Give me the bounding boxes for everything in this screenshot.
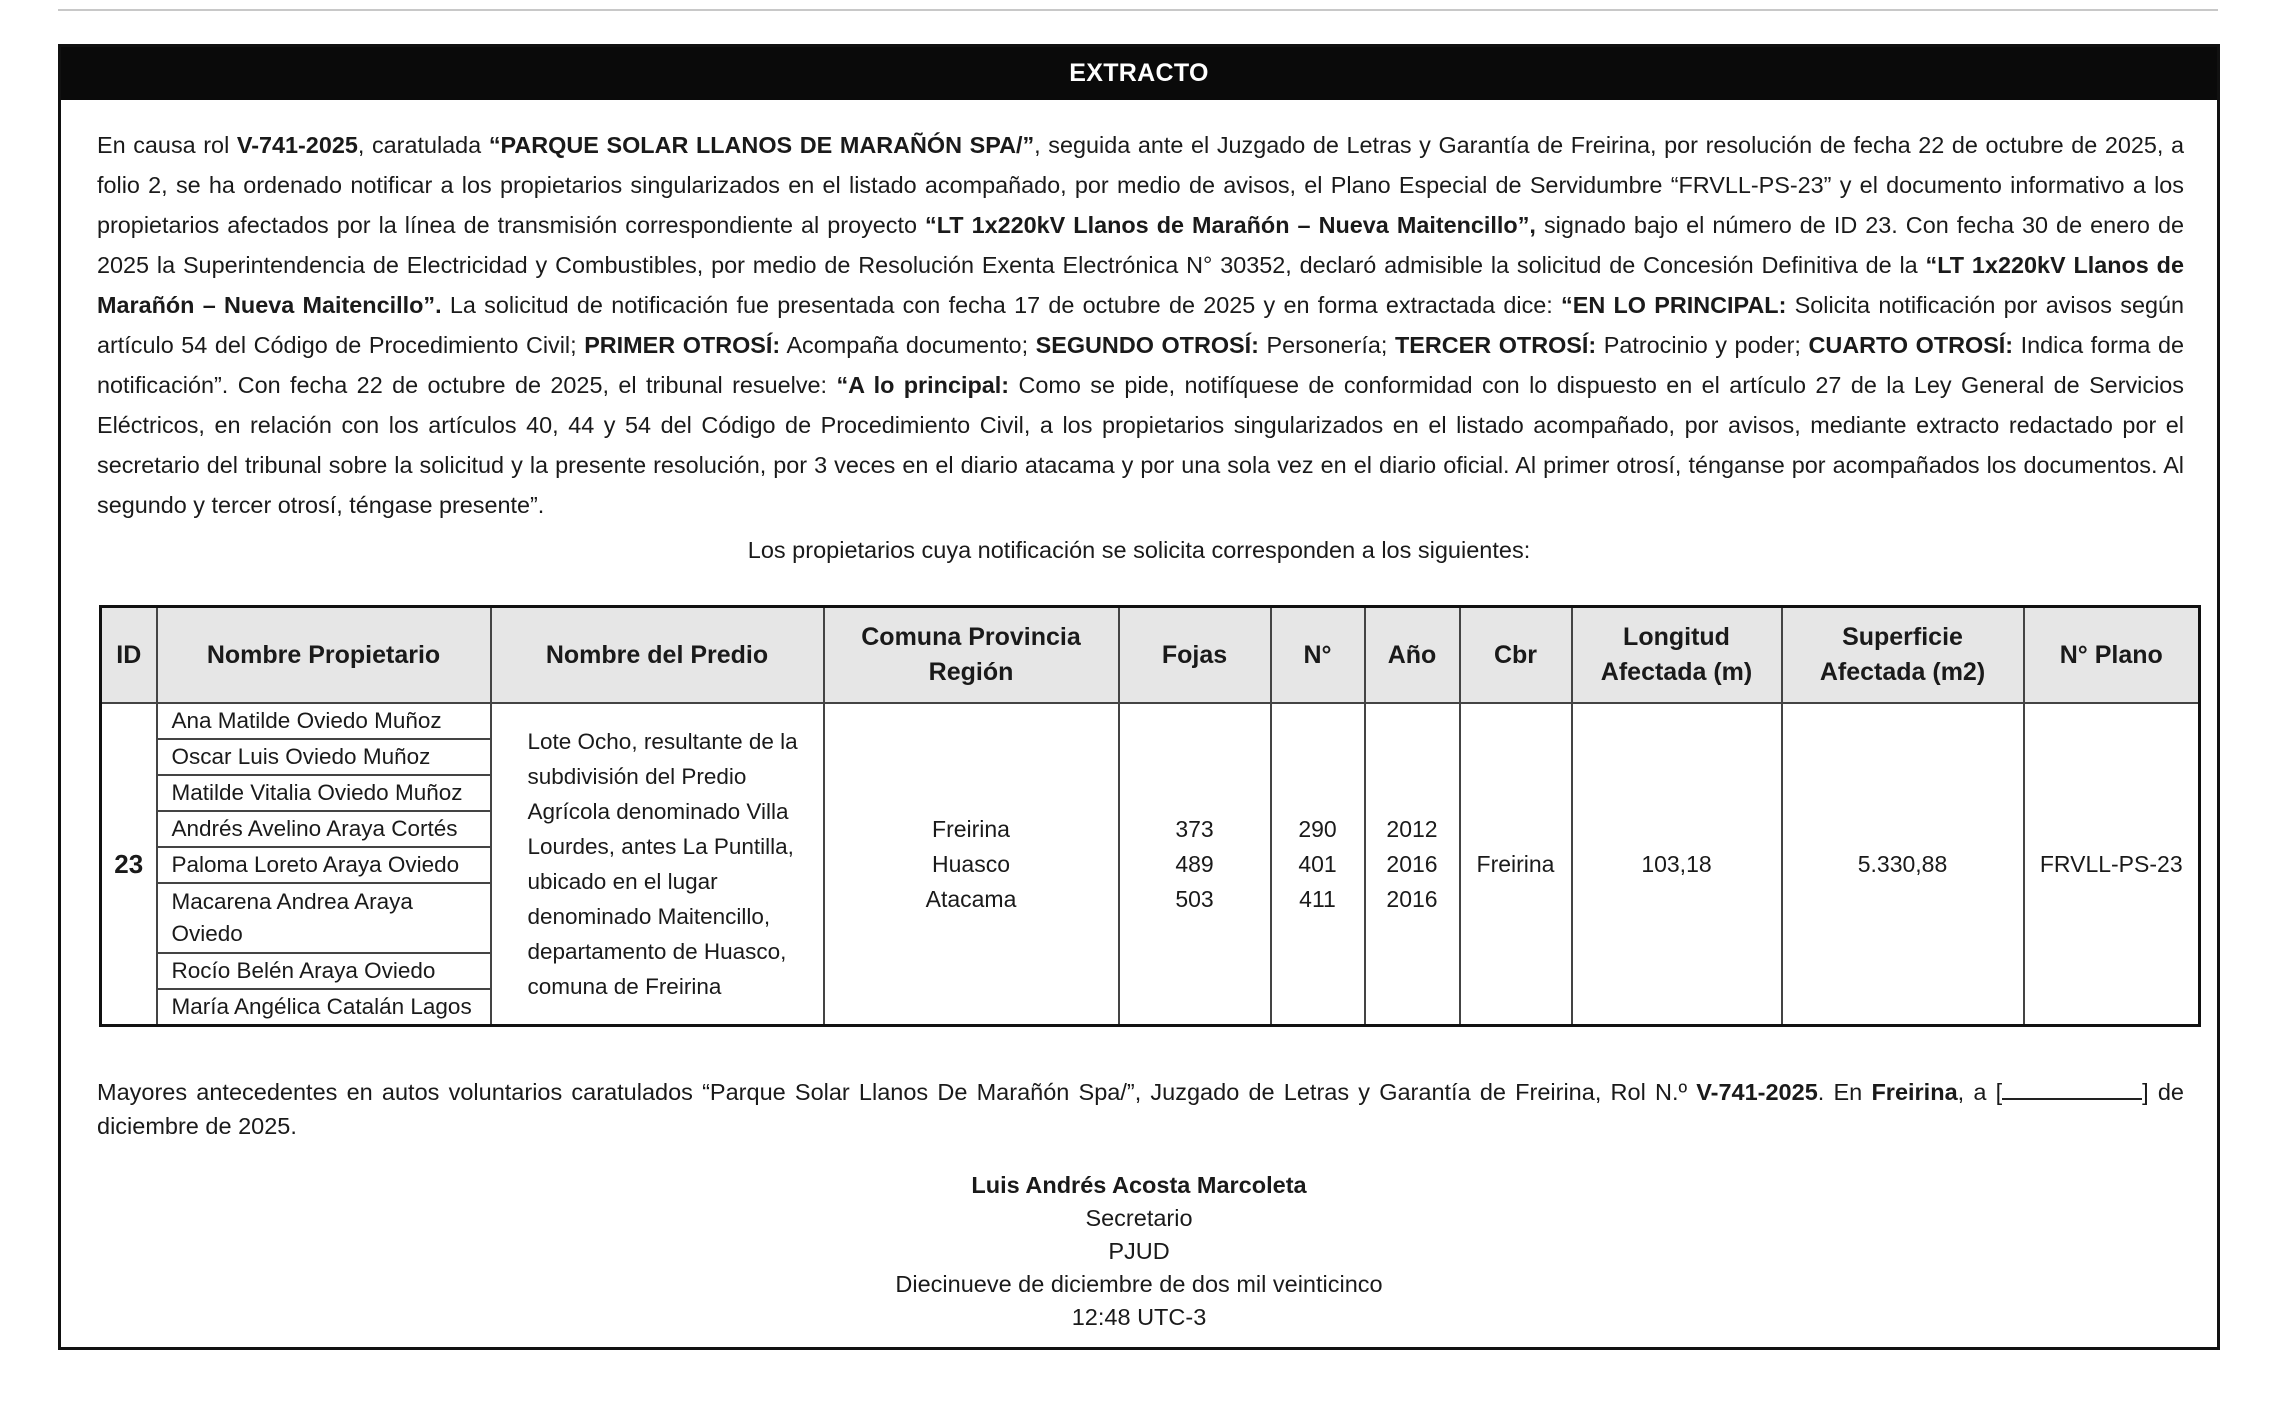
city-name: Freirina xyxy=(1871,1079,1958,1105)
fojas-value: 489 xyxy=(1175,850,1214,877)
top-divider xyxy=(58,9,2218,11)
col-header-property: Nombre del Predio xyxy=(491,607,824,704)
owner-name: Matilde Vitalia Oviedo Muñoz xyxy=(158,776,490,812)
notice-body xyxy=(97,125,2184,525)
footer-text: ] de diciembre de 2025. xyxy=(97,1079,2184,1139)
cell-number xyxy=(1271,703,1365,1026)
col-header-area: Superficie Afectada (m2) xyxy=(1782,607,2024,704)
footer-text: , a [ xyxy=(1957,1079,2003,1105)
col-header-number: N° xyxy=(1271,607,1365,704)
notice-title: EXTRACTO xyxy=(61,47,2217,100)
case-title: “PARQUE SOLAR LLANOS DE MARAÑÓN SPA/” xyxy=(488,132,1035,158)
body-text: Acompaña documento; xyxy=(780,332,1036,358)
body-text: La solicitud de notificación fue presentada con fecha 17 de octubre de 2025 y en forma extractada dice: xyxy=(441,292,1562,318)
col-header-id: ID xyxy=(101,607,157,704)
section-label: “EN LO PRINCIPAL: xyxy=(1561,292,1787,318)
commune-line: Atacama xyxy=(925,885,1017,912)
cell-cbr: Freirina xyxy=(1460,703,1572,1026)
body-text: Como se pide, notifíquese de conformidad con lo dispuesto en el artículo 27 de la Ley General de Servicios Eléctricos, en relación con los artículos 40, 44 y 54 del Código de Procedimiento Civil, a los propietarios singularizados en el listado acompañado, por avisos, mediante extracto redactado por el secretario del tribunal sobre la solicitud y la presente resolución, por 3 veces en el diario atacama y por una sola vez en el diario oficial. Al primer otrosí, ténganse por acompañados los documentos. Al segundo y tercer otrosí, téngase presente”. xyxy=(97,372,2184,518)
signer-name: Luis Andrés Acosta Marcoleta xyxy=(971,1172,1307,1198)
owners-list xyxy=(158,704,490,1024)
owners-intro: Los propietarios cuya notificación se solicita corresponden a los siguientes: xyxy=(747,537,1531,563)
col-header-plan: N° Plano xyxy=(2024,607,2200,704)
table-header-row xyxy=(101,607,2200,704)
cell-plan: FRVLL-PS-23 xyxy=(2024,703,2200,1026)
signature-time: 12:48 UTC-3 xyxy=(1071,1304,1207,1330)
cell-commune xyxy=(824,703,1119,1026)
body-text: En causa rol xyxy=(97,132,237,158)
owner-name: Oscar Luis Oviedo Muñoz xyxy=(158,740,490,776)
owner-name: Macarena Andrea Araya Oviedo xyxy=(158,884,490,954)
body-text: Personería; xyxy=(1258,332,1395,358)
cell-area: 5.330,88 xyxy=(1782,703,2024,1026)
signature-date: Diecinueve de diciembre de dos mil veinticinco xyxy=(895,1271,1383,1297)
year-value: 2012 xyxy=(1386,815,1438,842)
number-value: 401 xyxy=(1298,850,1337,877)
col-header-length: Longitud Afectada (m) xyxy=(1572,607,1782,704)
extract-notice xyxy=(58,44,2220,1350)
footer-text: Mayores antecedentes en autos voluntarios caratulados “Parque Solar Llanos De Marañón Spa/”, Juzgado de Letras y Garantía de Freirina, Rol N.º xyxy=(97,1079,1697,1105)
col-header-commune: Comuna Provincia Región xyxy=(824,607,1119,704)
date-blank xyxy=(2002,1078,2142,1100)
body-text: , seguida ante el Juzgado de Letras y Garantía de Freirina, por resolución de fecha 22 de octubre de 2025, a folio 2, se ha ordenado notificar a los propietarios singularizados en el listado acompañado, por medio de avisos, el Plano Especial de Servidumbre “FRVLL-PS-23” y el documento informativo a los propietarios afectados por la línea de transmisión correspondiente al proyecto xyxy=(97,132,2184,238)
owner-name: María Angélica Catalán Lagos xyxy=(171,994,472,1019)
owner-name: Ana Matilde Oviedo Muñoz xyxy=(158,704,490,740)
project-name: “LT 1x220kV Llanos de Marañón – Nueva Maitencillo”, xyxy=(925,212,1536,238)
case-number: V-741-2025 xyxy=(1696,1079,1818,1105)
cell-owners xyxy=(157,703,491,1026)
cell-length: 103,18 xyxy=(1572,703,1782,1026)
commune-line: Huasco xyxy=(932,850,1010,877)
signer-org: PJUD xyxy=(1108,1238,1170,1264)
section-label: CUARTO OTROSÍ: xyxy=(1808,332,2014,358)
body-text: signado bajo el número de ID 23. Con fecha 30 de enero de 2025 la Superintendencia de Electricidad y Combustibles, por medio de Resolución Exenta Electrónica N° 30352, declaró admisible la solicitud de Concesión Definitiva de la xyxy=(97,212,2184,278)
number-value: 290 xyxy=(1298,815,1337,842)
section-label: “A lo principal: xyxy=(836,372,1010,398)
owner-name: Rocío Belén Araya Oviedo xyxy=(158,954,490,990)
signer-role: Secretario xyxy=(1085,1205,1193,1231)
col-header-cbr: Cbr xyxy=(1460,607,1572,704)
signature-block xyxy=(61,1169,2217,1334)
section-label: PRIMER OTROSÍ: xyxy=(584,332,781,358)
number-value: 411 xyxy=(1299,885,1336,912)
col-header-fojas: Fojas xyxy=(1119,607,1271,704)
fojas-value: 503 xyxy=(1175,885,1214,912)
body-text: Indica forma de notificación”. Con fecha 22 de octubre de 2025, el tribunal resuelve: xyxy=(97,332,2185,398)
footer-note xyxy=(97,1075,2184,1143)
cell-year xyxy=(1365,703,1460,1026)
year-value: 2016 xyxy=(1386,885,1438,912)
year-value: 2016 xyxy=(1386,850,1438,877)
project-name: “LT 1x220kV Llanos de Marañón – Nueva Maitencillo”. xyxy=(97,252,2184,318)
owners-table xyxy=(99,605,2201,1027)
cell-property xyxy=(491,703,824,1026)
case-number: V-741-2025 xyxy=(236,132,358,158)
body-text: Solicita notificación por avisos según artículo 54 del Código de Procedimiento Civil; xyxy=(97,292,2184,358)
cell-id: 23 xyxy=(101,703,157,1026)
footer-text: . En xyxy=(1817,1079,1872,1105)
commune-line: Freirina xyxy=(932,815,1010,842)
cell-fojas xyxy=(1119,703,1271,1026)
col-header-owner: Nombre Propietario xyxy=(157,607,491,704)
section-label: TERCER OTROSÍ: xyxy=(1394,332,1597,358)
property-description: Lote Ocho, resultante de la subdivisión del Predio Agrícola denominado Villa Lourdes, antes La Puntilla, ubicado en el lugar denominado Maitencillo, departamento de Huasco, comuna de Freirina xyxy=(527,729,798,999)
col-header-year: Año xyxy=(1365,607,1460,704)
fojas-value: 373 xyxy=(1175,815,1214,842)
owner-name: Andrés Avelino Araya Cortés xyxy=(158,812,490,848)
table-row xyxy=(101,703,2200,1026)
body-text: Patrocinio y poder; xyxy=(1596,332,1809,358)
owner-name: Paloma Loreto Araya Oviedo xyxy=(158,848,490,884)
body-text: , caratulada xyxy=(357,132,489,158)
section-label: SEGUNDO OTROSÍ: xyxy=(1035,332,1259,358)
